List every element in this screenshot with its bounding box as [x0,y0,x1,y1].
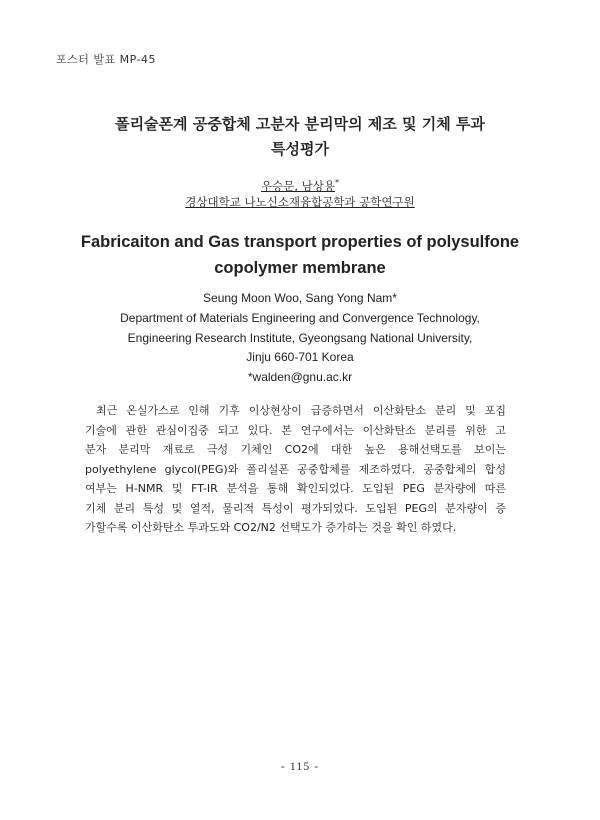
abstract-line: 기술에 관한 관심이집중 되고 있다. 본 연구에서는 이산화탄소 분리를 위한 고 [85,423,506,437]
korean-affiliation [0,193,600,211]
corresponding-email: *walden@gnu.ac.kr [247,370,353,385]
korean-affiliation-text: 경상대학교 나노신소재융합공학과 공학연구원 [185,195,415,209]
session-label: 포스터 발표 MP-45 [56,53,156,66]
korean-title-line: 특성평가 [271,140,329,158]
abstract-line: 여부는 H-NMR 및 FT-IR 분석을 통해 확인되었다. 도입된 PEG 분자량에 따른 [85,482,506,495]
abstract-line: 기체 분리 특성 및 열적, 물리적 특성이 평가되었다. 도입된 PEG의 분자량이 증 [85,501,506,515]
english-title-line: copolymer membrane [214,259,386,277]
abstract-line: 가할수록 이산화탄소 투과도와 CO2/N2 선택도가 증가하는 것을 확인 하였다. [85,521,457,534]
english-authors: Seung Moon Woo, Sang Yong Nam* [203,291,397,305]
abstract-body [85,401,506,538]
english-title-line: Fabricaiton and Gas transport properties of polysulfone [80,233,520,251]
korean-authors-names: 우승문, 남상용 [261,178,335,193]
english-affiliation-line: Department of Materials Engineering and Convergence Technology, [120,310,480,325]
page-number: - 115 - [280,759,320,773]
korean-title [0,112,600,162]
abstract-line: 분자 분리막 재료로 극성 기체인 CO2에 대한 높은 용해선택도를 보이는 [85,443,506,456]
english-affiliation-line: Engineering Research Institute, Gyeongsang National University, [127,330,473,345]
english-affiliation-line: Jinju 660-701 Korea [246,350,354,365]
korean-title-line: 폴리술폰계 공중합체 고분자 분리막의 제조 및 기체 투과 [115,115,485,133]
abstract-line: polyethylene glycol(PEG)와 폴리설폰 공중합체를 제조하였다. 공중합체의 합성 [85,462,506,476]
english-title [0,229,600,281]
english-author-block [0,289,600,388]
abstract-line: 최근 온실가스로 인해 기후 이상현상이 급증하면서 이산화탄소 분리 및 포집 [96,404,506,417]
corresponding-author-mark: * [334,178,339,187]
